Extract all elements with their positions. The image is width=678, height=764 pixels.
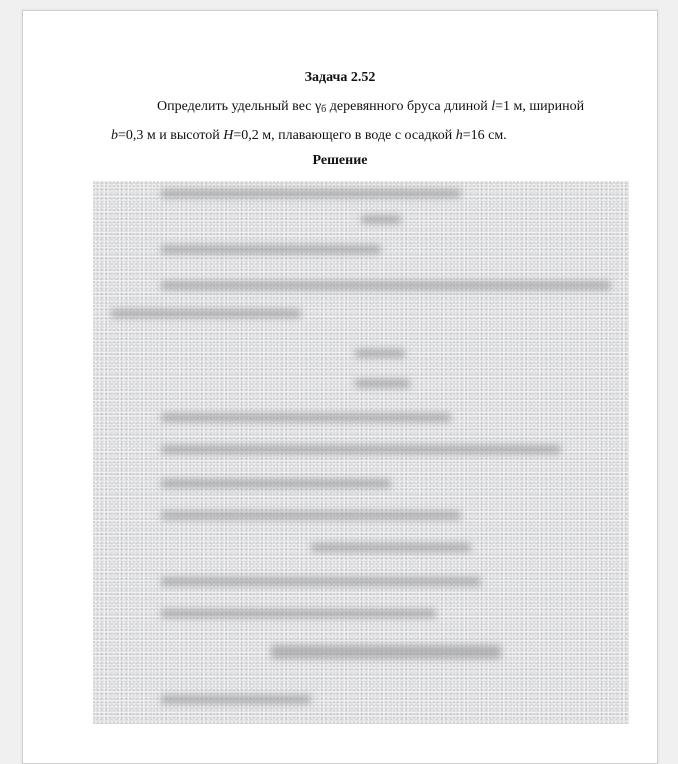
problem-text-line-1: Определить удельный вес $\gamma_б$ деревянного бруса длиной l=1 м, шириной [157, 99, 585, 115]
problem-title: Задача 2.52 [304, 70, 376, 85]
noise-overlay [93, 181, 629, 724]
solution-heading: Решение [312, 153, 368, 168]
document-page [22, 10, 658, 764]
problem-text-line-2: b=0,3 м и высотой H=0,2 м, плавающего в воде с осадкой h=16 см. [111, 128, 507, 143]
blurred-solution-image [93, 181, 629, 724]
